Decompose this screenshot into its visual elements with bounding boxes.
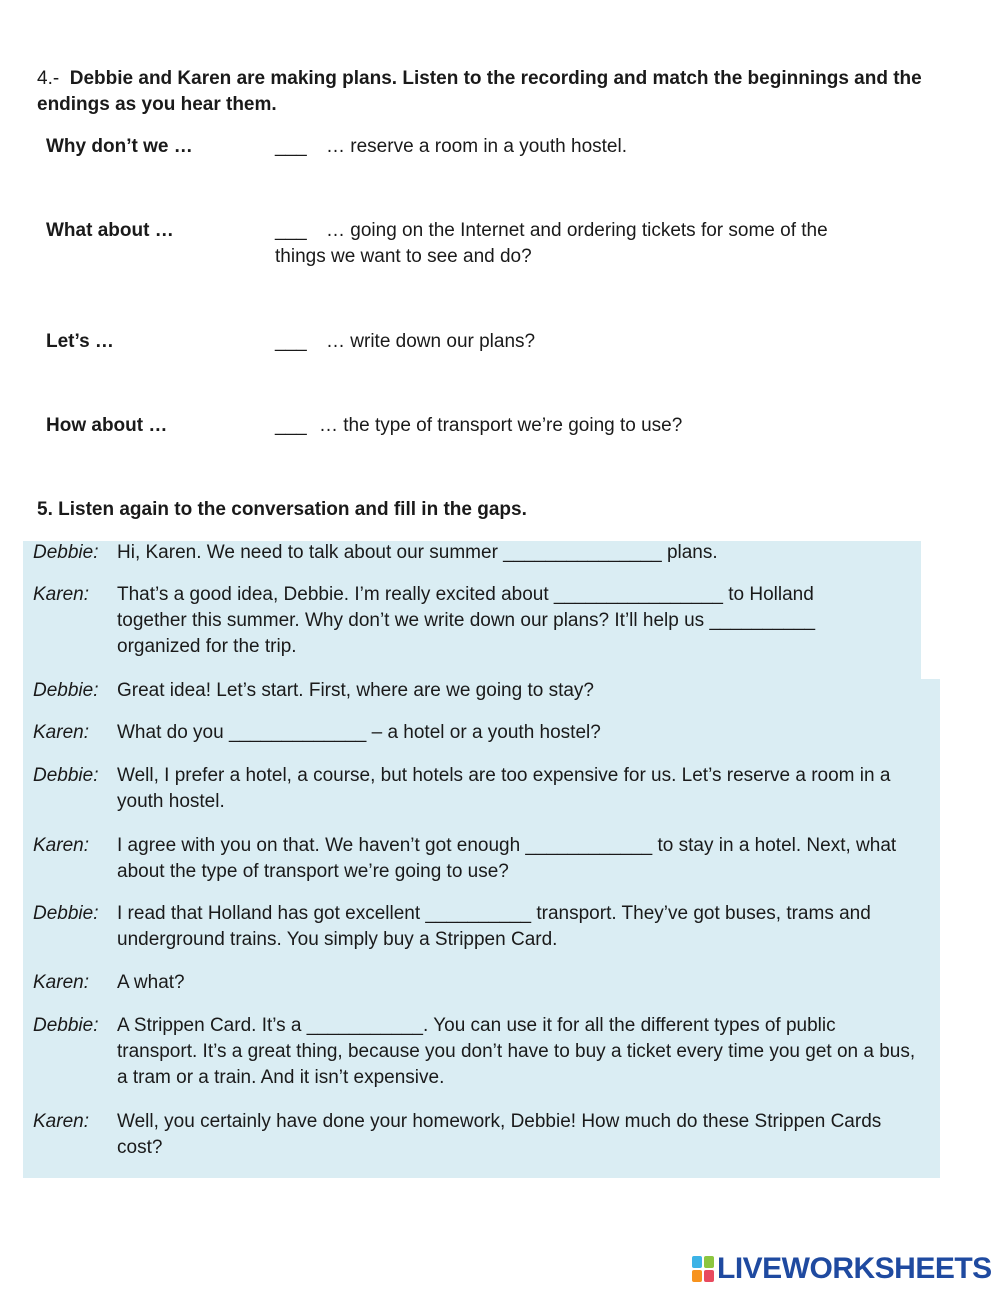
dialogue-text: That’s a good idea, Debbie. I’m really excited about ________________ to Holland together this summer. Why don’t we write down our plans? It’ll help us __________ organized for the trip. [117,584,816,657]
speaker-name: Debbie: [33,765,99,786]
match-beginning: How about … [46,415,168,436]
dialogue-text: Well, I prefer a hotel, a course, but hotels are too expensive for us. Let’s reserve a room in a youth hostel. [117,765,891,812]
dialogue-text: Hi, Karen. We need to talk about our summer _______________ plans. [117,542,718,563]
match-beginning: What about … [46,220,174,241]
match-blank[interactable]: ___ [275,331,307,352]
dialogue-text: Great idea! Let’s start. First, where are we going to stay? [117,680,594,701]
logo-icon [692,1256,714,1282]
match-ending: … write down our plans? [326,331,536,352]
speaker-name: Karen: [33,584,89,605]
match-beginning: Let’s … [46,331,114,352]
speaker-name: Debbie: [33,542,99,563]
dialogue-text: I agree with you on that. We haven’t got enough ____________ to stay in a hotel. Next, what about the type of transport we’re going to use? [117,835,897,882]
liveworksheets-logo [692,1253,992,1285]
speaker-name: Karen: [33,1111,89,1132]
question-4-number: 4.- [37,68,60,89]
question-4-text: Debbie and Karen are making plans. Listen to the recording and match the beginnings and the endings as you hear them. [37,68,922,115]
speaker-name: Debbie: [33,903,99,924]
speaker-name: Karen: [33,722,89,743]
dialogue-text: Well, you certainly have done your homework, Debbie! How much do these Strippen Cards cost? [117,1111,882,1158]
speaker-name: Karen: [33,835,89,856]
speaker-name: Debbie: [33,1015,99,1036]
speaker-name: Debbie: [33,680,99,701]
question-4-instruction [37,66,977,118]
dialogue-text: A Strippen Card. It’s a ___________. You can use it for all the different types of public transport. It’s a great thing, because you don’t have to buy a ticket every time you get on a bus, a tram or a train. And it isn’t expensive. [117,1015,916,1088]
dialogue-text: I read that Holland has got excellent __________ transport. They’ve got buses, trams and underground trains. You simply buy a Strippen Card. [117,903,871,950]
match-blank[interactable]: ___ [275,136,307,157]
speaker-name: Karen: [33,972,89,993]
dialogue-text: What do you _____________ – a hotel or a youth hostel? [117,722,601,743]
match-blank[interactable]: ___ [275,220,307,241]
question-5-instruction: 5. Listen again to the conversation and fill in the gaps. [37,499,527,520]
logo-text: LIVEWORKSHEETS [717,1252,992,1285]
dialogue-text: A what? [117,972,185,993]
match-beginning: Why don’t we … [46,136,193,157]
match-ending: … going on the Internet and ordering tickets for some of the things we want to see and do? [275,220,828,267]
match-ending: … the type of transport we’re going to use? [319,415,683,436]
match-ending: … reserve a room in a youth hostel. [326,136,627,157]
match-blank[interactable]: ___ [275,415,307,436]
